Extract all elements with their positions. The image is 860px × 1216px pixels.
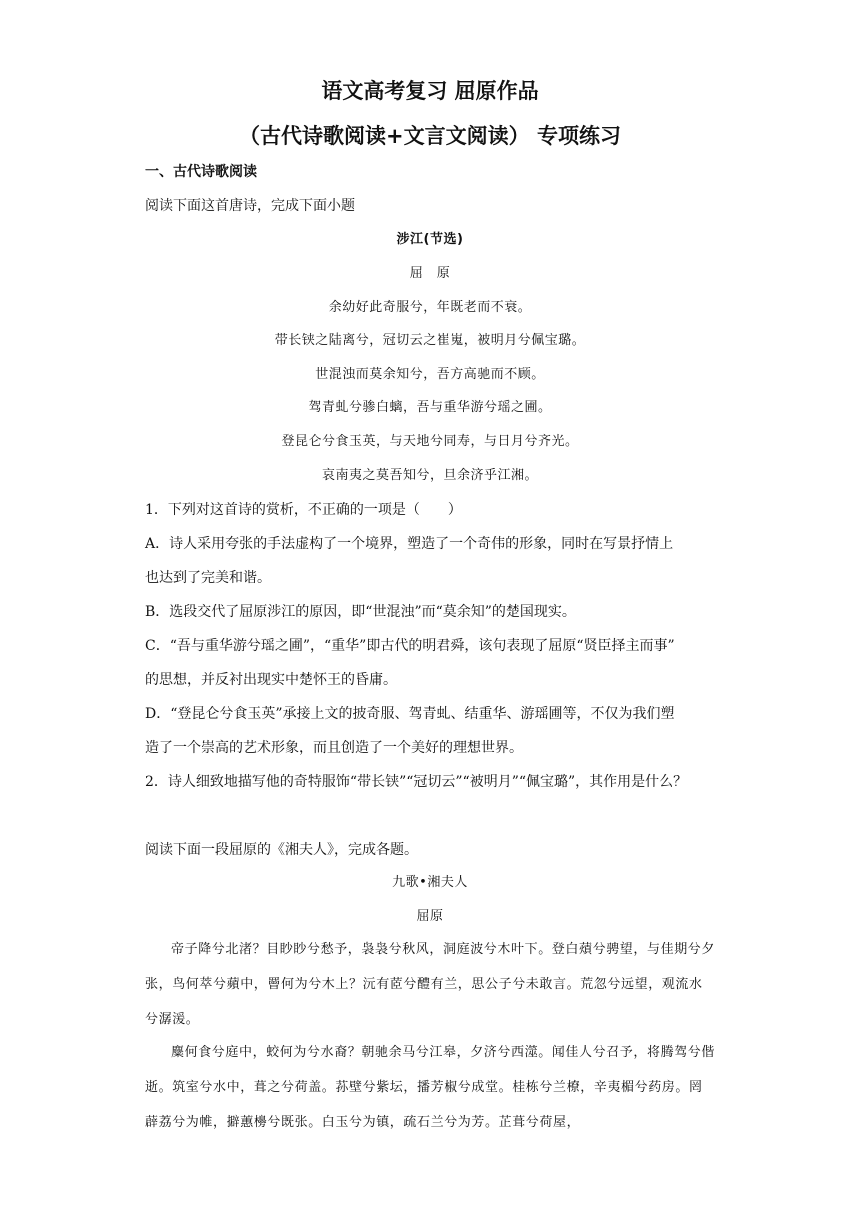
- option-c: C．“吾与重华游兮瑶之圃”，“重华”即古代的明君舜，该句表现了屈原“贤臣择主而事”: [145, 638, 675, 654]
- document-subtitle: （古代诗歌阅读+文言文阅读） 专项练习: [239, 124, 621, 148]
- poem-line: 余幼好此奇服兮，年既老而不衰。: [328, 300, 532, 315]
- poem-paragraph: 帝子降兮北渚？目眇眇兮愁予，袅袅兮秋风，洞庭波兮木叶下。登白薠兮骋望，与佳期兮夕张，鸟何萃兮蘋中，罾何为兮木上？沅有茝兮醴有兰，思公子兮未敢言。荒忽兮远望，观流水兮潺湲。: [145, 942, 716, 1027]
- option-b: B．选段交代了屈原涉江的原因，即“世混浊”而“莫余知”的楚国现实。: [145, 604, 576, 620]
- poem-line: 驾青虬兮骖白螭，吾与重华游兮瑶之圃。: [308, 400, 552, 415]
- reading-instruction-2: 阅读下面一段屈原的《湘夫人》，完成各题。: [145, 842, 418, 858]
- poem-paragraph: 麋何食兮庭中，蛟何为兮水裔？朝驰余马兮江皋，夕济兮西澨。闻佳人兮召予，将腾驾兮偕逝。筑室兮水中，葺之兮荷盖。荪壁兮紫坛，播芳椒兮成堂。桂栋兮兰橑，辛夷楣兮药房。罔薜荔兮为帷，擗蕙櫋兮既张。白玉兮为镇，疏石兰兮为芳。芷葺兮荷屋，: [145, 1045, 716, 1130]
- poem-title: 涉江(节选): [396, 232, 464, 247]
- poem-line: 登昆仑兮食玉英，与天地兮同寿，与日月兮齐光。: [281, 434, 579, 449]
- poem-line: 哀南夷之莫吾知兮，旦余济乎江湘。: [321, 468, 538, 483]
- poem-title-2: 九歌•湘夫人: [392, 875, 468, 890]
- document-title: 语文高考复习 屈原作品: [321, 79, 539, 103]
- poem-author: 屈 原: [409, 266, 451, 281]
- poem-line: 带长铗之陆离兮，冠切云之崔嵬，被明月兮佩宝璐。: [274, 333, 586, 348]
- poem-author-2: 屈原: [416, 909, 444, 924]
- option-a-cont: 也达到了完美和谐。: [145, 570, 271, 586]
- option-d-cont: 造了一个崇高的艺术形象，而且创造了一个美好的理想世界。: [145, 740, 523, 756]
- option-d: D．“登昆仑兮食玉英”承接上文的披奇服、驾青虬、结重华、游瑶圃等，不仅为我们塑: [145, 706, 675, 722]
- poem-line: 世混浊而莫余知兮，吾方高驰而不顾。: [315, 367, 545, 382]
- question-stem: 1．下列对这首诗的赏析，不正确的一项是（ ）: [145, 502, 462, 518]
- option-c-cont: 的思想，并反衬出现实中楚怀王的昏庸。: [145, 672, 397, 688]
- reading-instruction: 阅读下面这首唐诗，完成下面小题: [145, 198, 355, 214]
- question-2: 2．诗人细致地描写他的奇特服饰“带长铗”“冠切云”“被明月”“佩宝璐”，其作用是什么？: [145, 774, 688, 790]
- section-heading: 一、古代诗歌阅读: [145, 164, 257, 180]
- option-a: A．诗人采用夸张的手法虚构了一个境界，塑造了一个奇伟的形象，同时在写景抒情上: [145, 536, 674, 552]
